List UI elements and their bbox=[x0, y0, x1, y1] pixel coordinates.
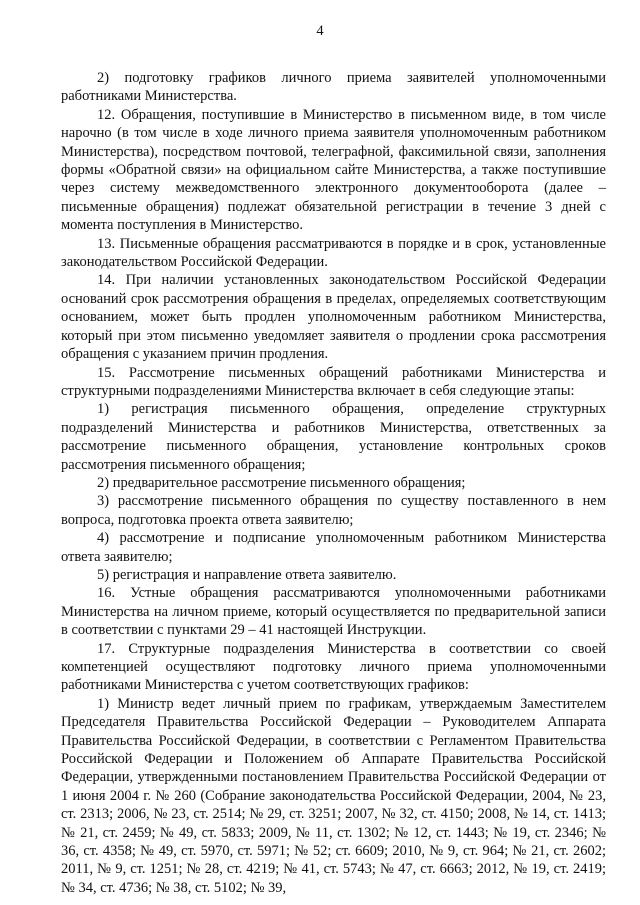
paragraph-14: 14. При наличии установленных законодательством Российской Федерации оснований срок рассмотрения обращения в пределах, определяемых соответствующим основанием, может быть продлен уполномоченным работником Министерства, который при этом письменно уведомляет заявителя о продлении срока рассмотрения обращения с указанием причин продления. bbox=[61, 272, 606, 363]
paragraph-16: 16. Устные обращения рассматриваются уполномоченными работниками Министерства на личном приеме, который осуществляется по предварительной записи в соответствии с пунктами 29 – 41 настоящей Инструкции. bbox=[61, 585, 606, 639]
paragraph-15: 15. Рассмотрение письменных обращений работниками Министерства и структурными подразделениями Министерства включает в себя следующие этапы: bbox=[61, 364, 606, 399]
page-number: 4 bbox=[316, 23, 324, 39]
paragraph-15-item-2: 2) предварительное рассмотрение письменного обращения; bbox=[97, 474, 466, 491]
paragraph-item-2-end: 2) подготовку графиков личного приема заявителей уполномоченными работниками Министерства. bbox=[61, 70, 606, 105]
document-body bbox=[61, 69, 606, 897]
paragraph-17: 17. Структурные подразделения Министерства в соответствии со своей компетенцией осуществляют подготовку личного приема уполномоченными работниками Министерства с учетом соответствующих графиков: bbox=[61, 640, 606, 694]
paragraph-15-item-1: 1) регистрация письменного обращения, определение структурных подразделений Министерства и работников Министерства, ответственных за рассмотрение письменного обращения, установление контрольных сроков рассмотрения письменного обращения; bbox=[61, 401, 606, 473]
paragraph-12: 12. Обращения, поступившие в Министерство в письменном виде, в том числе нарочно (в том числе в ходе личного приема заявителя уполномоченным работником Министерства), посредством почтовой, телеграфной, факсимильной связи, заполнения формы «Обратной связи» на официальном сайте Министерства, а также поступившие через систему межведомственного электронного документооборота (далее – письменные обращения) подлежат обязательной регистрации в течение 3 дней с момента поступления в Министерство. bbox=[61, 106, 606, 234]
paragraph-15-item-5: 5) регистрация и направление ответа заявителю. bbox=[97, 566, 397, 583]
paragraph-15-item-4: 4) рассмотрение и подписание уполномоченным работником Министерства ответа заявителю; bbox=[61, 530, 606, 565]
paragraph-15-item-3: 3) рассмотрение письменного обращения по существу поставленного в нем вопроса, подготовка проекта ответа заявителю; bbox=[61, 493, 606, 528]
paragraph-17-item-1: 1) Министр ведет личный прием по графикам, утверждаемым Заместителем Председателя Правительства Российской Федерации – Руководителем Аппарата Правительства Российской Федерации, в соответствии с Регламентом Правительства Российской Федерации и Положением об Аппарате Правительства Российской Федерации, утвержденными постановлением Правительства Российской Федерации от 1 июня 2004 г. № 260 (Собрание законодательства Российской Федерации, 2004, № 23, ст. 2313; 2006, № 23, ст. 2514; № 29, ст. 3251; 2007, № 32, ст. 4150; 2008, № 14, ст. 1413; № 21, ст. 2459; № 49, ст. 5833; 2009, № 11, ст. 1302; № 12, ст. 1443; № 19, ст. 2346; № 36, ст. 4358; № 49, ст. 5970, ст. 5971; № 52; ст. 6609; 2010, № 9, ст. 964; № 21, ст. 2602; 2011, № 9, ст. 1251; № 28, ст. 4219; № 41, ст. 5743; № 47, ст. 6663; 2012, № 19, ст. 2419; № 34, ст. 4736; № 38, ст. 5102; № 39, bbox=[61, 695, 606, 896]
paragraph-13: 13. Письменные обращения рассматриваются в порядке и в срок, установленные законодательством Российской Федерации. bbox=[61, 235, 606, 271]
